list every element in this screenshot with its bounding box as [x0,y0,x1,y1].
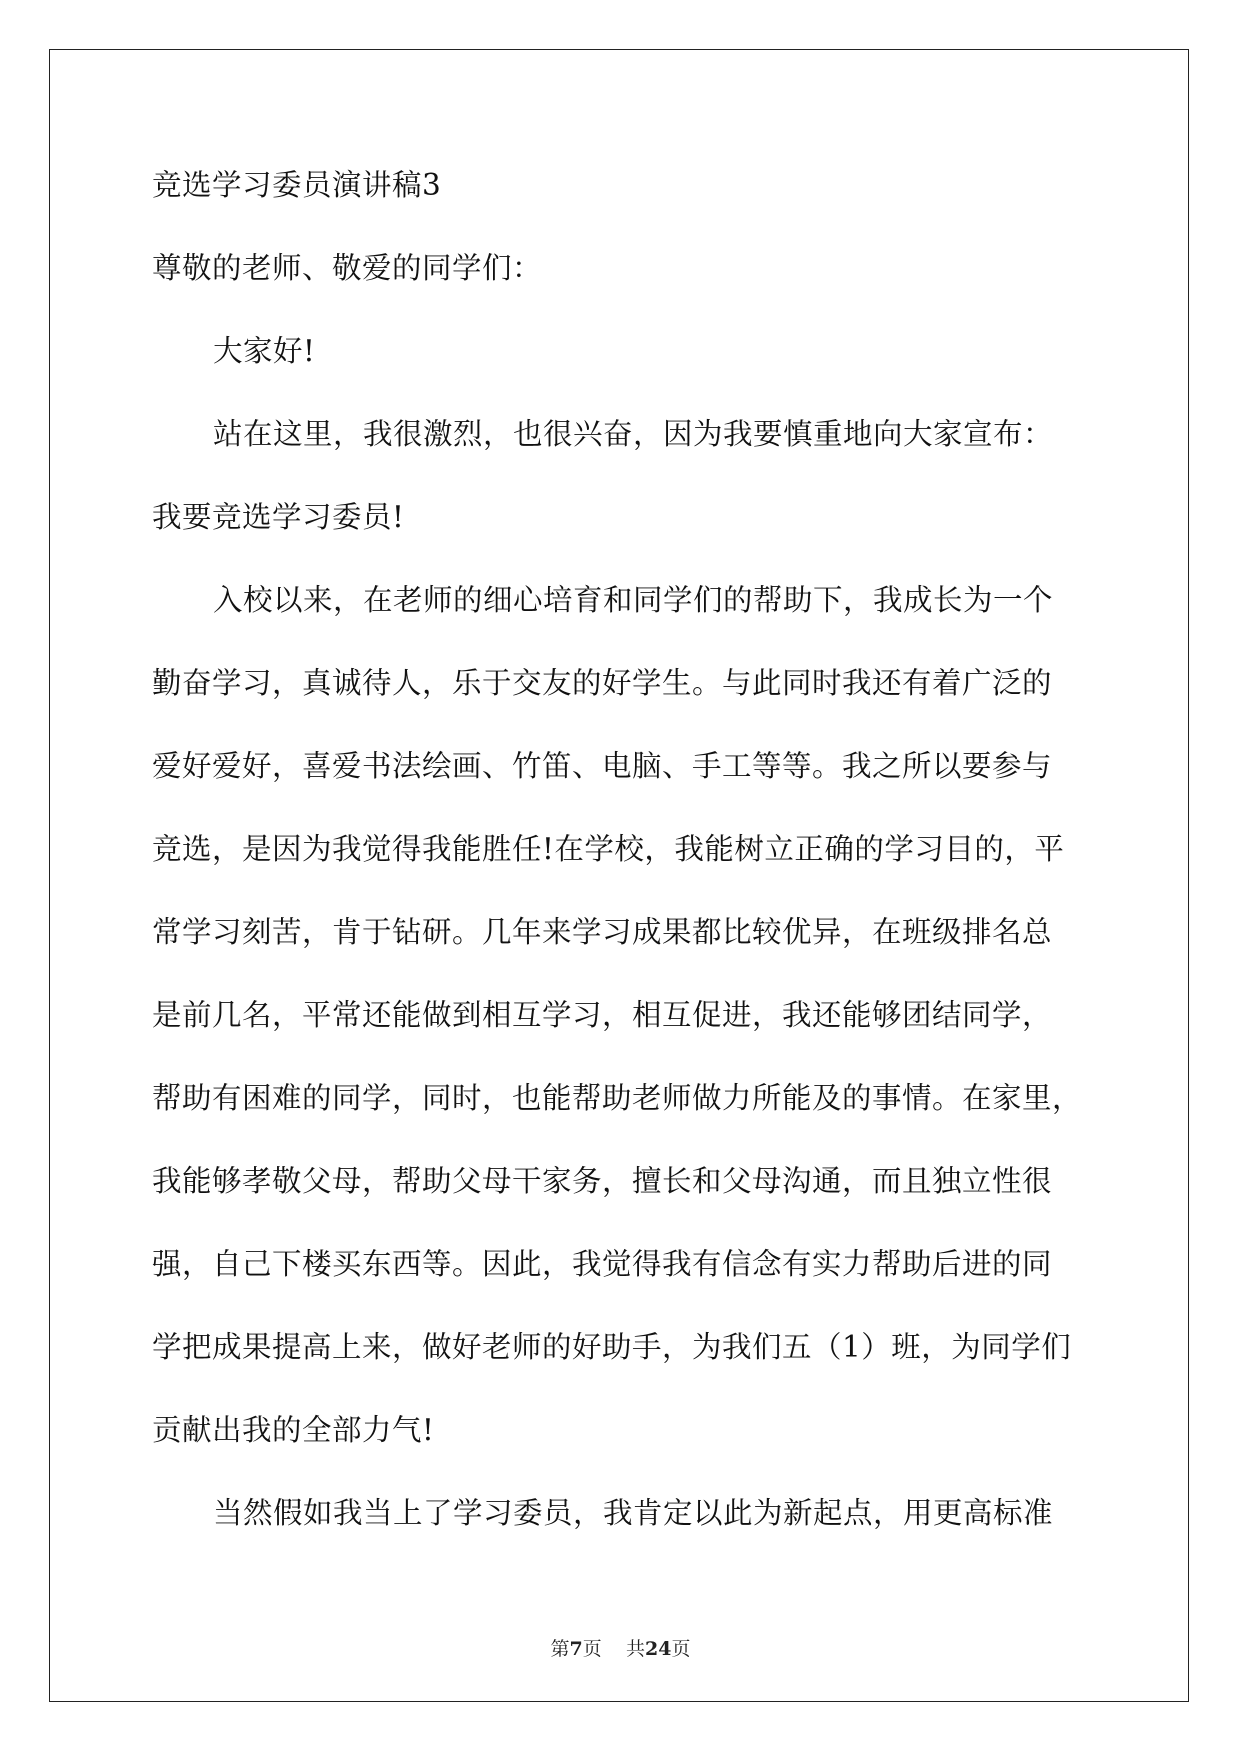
footer-total-suffix: 页 [671,1638,691,1660]
footer-total-pages: 24 [644,1638,672,1660]
text-line: 是前几名，平常还能做到相互学习，相互促进，我还能够团结同学， [152,998,1053,1032]
text-line: 大家好! [213,334,316,368]
text-line: 入校以来，在老师的细心培育和同学们的帮助下，我成长为一个 [213,583,1054,617]
text-line: 常学习刻苦，肯于钻研。几年来学习成果都比较优异，在班级排名总 [152,915,1053,949]
text-line: 站在这里，我很激烈，也很兴奋，因为我要慎重地向大家宣布： [213,417,1054,451]
page-footer [0,1634,1241,1661]
paragraph-lines [152,332,1094,1532]
footer-page-number: 7 [569,1638,583,1660]
text-line: 勤奋学习，真诚待人，乐于交友的好学生。与此同时我还有着广泛的 [152,666,1053,700]
text-line: 爱好爱好，喜爱书法绘画、竹笛、电脑、手工等等。我之所以要参与 [152,749,1053,783]
document-body [152,166,1094,1577]
text-line: 我能够孝敬父母，帮助父母干家务，擅长和父母沟通，而且独立性很 [152,1164,1053,1198]
text-line: 贡献出我的全部力气! [152,1413,435,1447]
document-title: 竞选学习委员演讲稿3 [152,168,442,202]
text-line: 强，自己下楼买东西等。因此，我觉得我有信念有实力帮助后进的同 [152,1247,1053,1281]
footer-total-prefix: 共 [625,1638,645,1660]
greeting: 尊敬的老师、敬爱的同学们： [152,251,543,285]
footer-prefix: 第 [550,1638,570,1660]
text-line: 竞选，是因为我觉得我能胜任!在学校，我能树立正确的学习目的，平 [152,832,1065,866]
text-line: 帮助有困难的同学，同时，也能帮助老师做力所能及的事情。在家里， [152,1081,1083,1115]
text-line: 我要竞选学习委员! [152,500,405,534]
footer-page-suffix: 页 [582,1638,602,1660]
text-line: 学把成果提高上来，做好老师的好助手，为我们五（1）班，为同学们 [152,1330,1072,1364]
text-line: 当然假如我当上了学习委员，我肯定以此为新起点，用更高标准 [213,1496,1054,1530]
